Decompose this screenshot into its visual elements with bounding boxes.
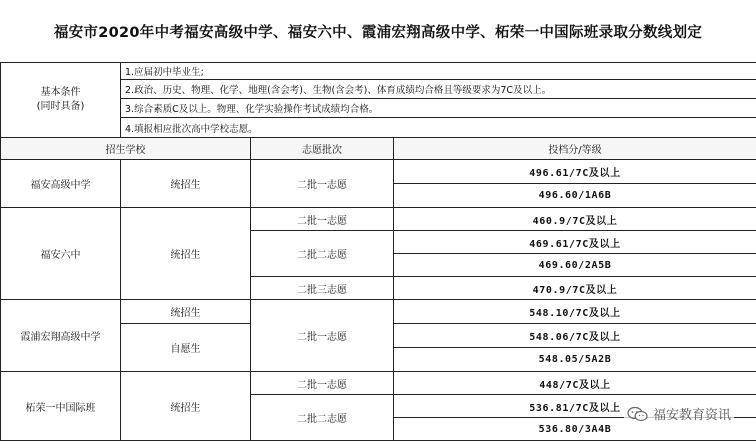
header-batch: 志愿批次 (251, 138, 394, 160)
score-cell: 448/7C及以上 (394, 372, 756, 395)
admission-type: 统招生 (121, 208, 251, 300)
basic-conditions-title: 基本条件 (40, 87, 81, 98)
admission-type: 统招生 (121, 160, 251, 208)
school-name: 霞浦宏翔高级中学 (1, 300, 121, 372)
basic-conditions-label (1, 63, 121, 138)
school-name: 福安高级中学 (1, 160, 121, 208)
batch-cell: 二批三志愿 (251, 277, 394, 300)
score-cell: 548.10/7C及以上 (394, 300, 756, 324)
batch-cell: 二批一志愿 (251, 208, 394, 231)
admission-type: 统招生 (121, 300, 251, 324)
batch-cell: 二批二志愿 (251, 231, 394, 277)
batch-cell: 二批一志愿 (251, 372, 394, 395)
basic-conditions-subtitle: (同时具备) (36, 101, 85, 112)
score-cell: 470.9/7C及以上 (394, 277, 756, 300)
batch-cell: 二批一志愿 (251, 160, 394, 208)
header-score: 投档分/等级 (394, 138, 756, 160)
admission-score-table (0, 62, 756, 441)
wechat-icon (627, 406, 649, 422)
score-cell: 496.60/1A6B (394, 184, 756, 208)
header-school: 招生学校 (1, 138, 251, 160)
watermark (624, 403, 734, 424)
condition-item: 4.填报相应批次高中学校志愿。 (121, 118, 756, 138)
score-cell: 496.61/7C及以上 (394, 160, 756, 184)
watermark-text: 福安教育资讯 (652, 408, 731, 423)
condition-item: 3.综合素质C及以上。物理、化学实验操作考试成绩均合格。 (121, 99, 756, 118)
score-cell: 548.05/5A2B (394, 348, 756, 372)
condition-item: 2.政治、历史、物理、化学、地理(含会考)、生物(含会考)、体育成绩均合格且等级要求为7C及以上。 (121, 80, 756, 99)
admission-type: 统招生 (121, 372, 251, 441)
score-cell: 469.60/2A5B (394, 254, 756, 277)
batch-cell: 二批二志愿 (251, 395, 394, 441)
batch-cell: 二批一志愿 (251, 300, 394, 372)
school-name: 柘荣一中国际班 (1, 372, 121, 441)
score-cell: 536.80/3A4B (394, 418, 756, 441)
school-name: 福安六中 (1, 208, 121, 300)
score-cell: 469.61/7C及以上 (394, 231, 756, 254)
page-title: 福安市2020年中考福安高级中学、福安六中、霞浦宏翔高级中学、柘荣一中国际班录取分数线划定 (53, 24, 703, 41)
admission-type: 自愿生 (121, 324, 251, 372)
score-cell: 460.9/7C及以上 (394, 208, 756, 231)
score-cell: 548.06/7C及以上 (394, 324, 756, 348)
score-cell: 536.81/7C及以上 (394, 395, 756, 418)
condition-item: 1.应届初中毕业生; (121, 63, 756, 80)
